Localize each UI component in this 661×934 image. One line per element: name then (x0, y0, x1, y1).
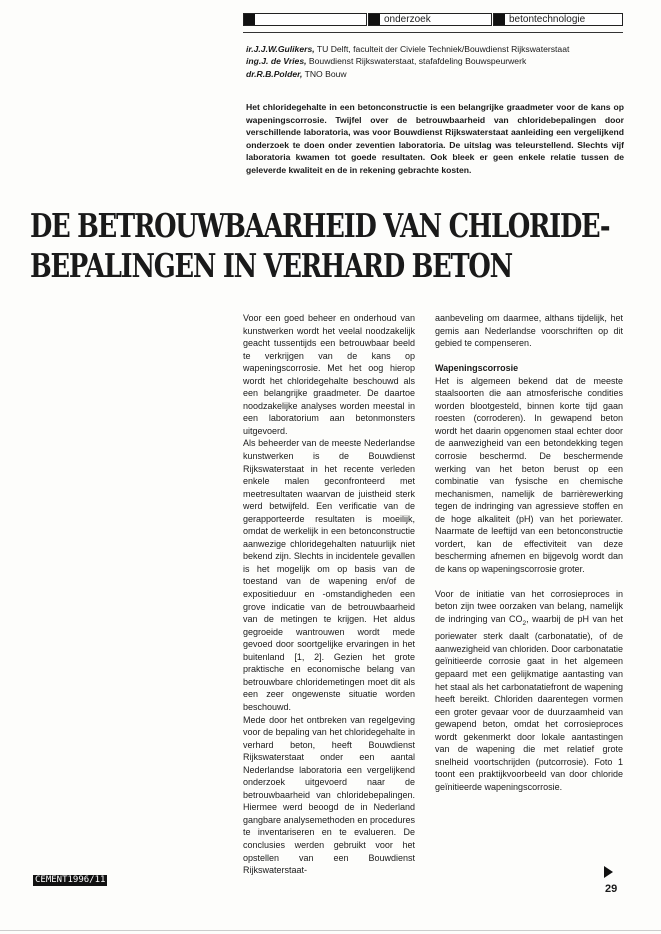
author-affiliation: TNO Bouw (302, 68, 347, 79)
author-affiliation: Bouwdienst Rijkswaterstaat, stafafdeling Bouwspeurwerk (306, 56, 527, 67)
subscript: 2 (522, 619, 527, 627)
lead-paragraph: Het chloridegehalte in een betonconstructie is een belangrijke graadmeter voor de kans op wapeningscorrosie. Twijfel over de betrouwbaarheid van chloridebepalingen door verschillende laboratoria, was voor Bouwdienst Rijkswaterstaat aanleiding een vergelijkend onderzoek te doen onder zeventien laboratoria. De uitslag was teleurstellend. Slechts vijf laboratoria kwamen tot goede resultaten. Ook bleek er geen enkele relatie tussen de geleverde kwaliteit en de in rekening gebrachte kosten. (246, 102, 624, 175)
article-title-line-2: BEPALINGEN IN VERHARD BETON (30, 246, 512, 285)
author-line (246, 68, 646, 80)
author-affiliation: TU Delft, faculteit der Civiele Techniek/Bouwdienst Rijkswaterstaat (314, 44, 570, 54)
author-name: ing.J. de Vries, (246, 56, 307, 67)
body-paragraph (435, 588, 623, 794)
section-tab-label: betontechnologie (509, 14, 586, 25)
paragraph-gap (435, 575, 623, 588)
author-line (246, 43, 646, 55)
article-title-line-1: DE BETROUWBAARHEID VAN CHLORIDE- (30, 206, 610, 245)
page-number: 29 (605, 883, 618, 895)
author-list (246, 43, 646, 80)
section-heading: Wapeningscorrosie (435, 363, 519, 374)
section-tab-blank (243, 13, 367, 26)
body-text: Voor de initiatie van het corrosieproces in beton zijn twee oorzaken van belang, namelijk de indringing van CO (435, 588, 623, 625)
journal-footer: CEMENT1996/11 (35, 875, 106, 885)
header-rule (243, 32, 623, 33)
continue-arrow-icon (604, 866, 613, 878)
body-column-1 (243, 312, 415, 877)
author-line (246, 55, 646, 67)
article-title (30, 206, 610, 286)
body-paragraph: aanbeveling om daarmee, althans tijdelijk, het gemis aan Nederlandse voorschriften op dit gebied te compenseren. (435, 313, 623, 349)
body-paragraph: Als beheerder van de meeste Nederlandse kunstwerken is de Bouwdienst Rijkswaterstaat in het recente verleden enkele malen geconfronteerd met meetresultaten waarvan de juistheid sterk werd betwijfeld. Een verificatie van de gerapporteerde resultaten is moeilijk, omdat de werkelijk in een betonconstructie aanwezige chloridegehalten natuurlijk niet bekend zijn. Slechts in incidentele gevallen is het mogelijk om op basis van de toestand van de wapening en/of de expositieduur en -omstandigheden een grove indicatie van de betrouwbaarheid van de metingen te krijgen. Het aldus gegroeide wantrouwen wordt mede gevoed door soortgelijke ervaringen in het buitenland [1, 2]. Gezien het grote praktische en economische belang van betrouwbare chloridemetingen moet dit als een zeer ongewenste situatie worden beschouwd. (243, 438, 415, 712)
section-marker-icon (244, 14, 255, 25)
body-column-2 (435, 312, 623, 793)
author-name: dr.R.B.Polder, (246, 68, 303, 79)
body-paragraph: Mede door het ontbreken van regelgeving voor de bepaling van het chloridegehalte in verhard beton, heeft Bouwdienst Rijkswaterstaat onder een aantal Nederlandse laboratoria een vergelijkend onderzoek uitgevoerd naar de betrouwbaarheid van chloridebepalingen. Hiermee werd beoogd de in Nederland gangbare analysemethoden en procedures te inventariseren en te evalueren. De conclusies werden gebruikt voor het opstellen van een Bouwdienst Rijkswaterstaat- (243, 714, 415, 876)
paragraph-gap (435, 350, 623, 363)
author-name: ir.J.J.W.Gulikers, (246, 44, 315, 54)
bottom-rule (0, 930, 661, 931)
section-marker-icon (369, 14, 380, 25)
body-text: , waarbij de pH van het poriewater sterk daalt (carbonatatie), of de aanwezigheid van chloriden. Door carbonatatie geïnitieerde corrosie gaat in het algemeen gepaard met een gelijkmatige aantasting van het staal als het carbonatatiefront de wapening heeft bereikt. Chloriden daarentegen vormen een groter gevaar voor de duurzaamheid van gewapend beton, omdat het corrosieproces wordt gekenmerkt door lokale aantastingen van de wapening die met relatief grote snelheid voortschrijden (putcorrosie). Foto 1 toont een praktijkvoorbeeld van door chloride geïnitieerde wapeningscorrosie. (435, 614, 623, 792)
section-tab-onderzoek (368, 13, 492, 26)
body-paragraph: Voor een goed beheer en onderhoud van kunstwerken wordt het veelal noodzakelijk geacht tussentijds een betrouwbaar beeld te verkrijgen van de kans op wapeningscorrosie. Met het oog hierop wordt het chloridegehalte beschouwd als een belangrijke graadmeter. De daartoe noodzakelijke analyses worden meestal in een laboratorium aan betonmonsters uitgevoerd. (243, 313, 415, 436)
section-marker-icon (494, 14, 505, 25)
section-tab-label: onderzoek (384, 14, 431, 25)
body-paragraph: Het is algemeen bekend dat de meeste staalsoorten die aan atmosferische condities worden blootgesteld, binnen korte tijd gaan roesten (corroderen). In gewapend beton wordt het daarin opgenomen staal echter door de aanwezigheid van een betondekking tegen corrosie beschermd. De beschermende werking van het beton berust op een combinatie van fysische en chemische mechanismen, namelijk de barrièrewerking tegen de indringing van agressieve stoffen en de hoge alkaliteit (pH) van het poriewater. Naarmate de leeftijd van een betonconstructie vordert, kan de effectiviteit van deze bescherming afnemen en bijgevolg wordt dan de kans op wapeningscorrosie groter. (435, 375, 623, 574)
section-tab-betontechnologie (493, 13, 623, 26)
